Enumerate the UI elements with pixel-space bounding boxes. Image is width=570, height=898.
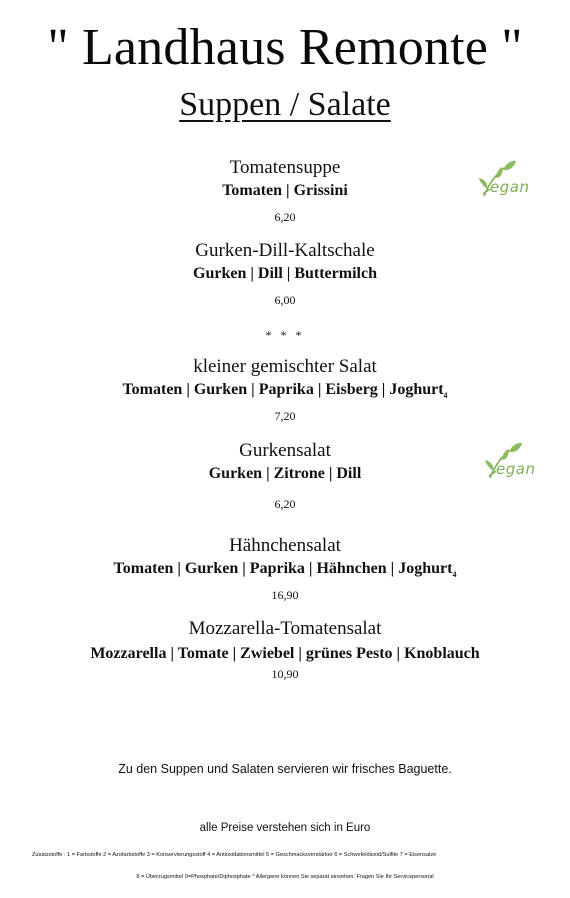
allergen-footnote: 4 [443, 391, 448, 401]
menu-item-gurken-dill-kaltschale [0, 240, 570, 308]
menu-item-ingredients: Mozzarella | Tomate | Zwiebel | grünes Pesto | Knoblauch [90, 645, 480, 662]
vegan-badge [474, 158, 534, 202]
menu-item-ingredients: Tomaten | Gurken | Paprika | Eisberg | Joghurt [122, 381, 444, 398]
menu-item-name: Tomatensuppe [229, 157, 341, 178]
allergen-footnote: 4 [452, 570, 457, 580]
menu-item-haehnchensalat [0, 535, 570, 603]
menu-section-title [0, 84, 570, 126]
vegan-label: egan [496, 460, 536, 478]
menu-item-price: 16,90 [271, 588, 299, 603]
menu-item-name: Gurken-Dill-Kaltschale [195, 240, 375, 261]
vegan-label: egan [490, 178, 530, 196]
menu-section-title-text: Suppen / Salate [179, 86, 391, 123]
menu-item-ingredients: Tomaten | Grissini [222, 182, 348, 199]
separator-stars: * * * [265, 328, 305, 342]
currency-note: alle Preise verstehen sich in Euro [199, 822, 371, 834]
additives-legend-line1: Zusatzstoffe : 1 = Farbstoffe 2 = Azofarbstoffe 3 = Konservierungsstoff 4 = Antioxidationsmittel 5 = Geschmacksverstärker 6 = Schwefeldioxid/Sulfite 7 = Eisensalze [32, 852, 437, 858]
menu-item-ingredients-line [0, 559, 570, 585]
vegan-badge [480, 440, 540, 484]
menu-item-price: 6,20 [274, 497, 296, 511]
menu-item-price: 6,00 [274, 293, 296, 307]
menu-item-ingredients: Gurken | Dill | Buttermilch [193, 265, 377, 282]
baguette-note: Zu den Suppen und Salaten servieren wir frisches Baguette. [118, 762, 452, 776]
menu-item-kleiner-gemischter-salat [0, 356, 570, 424]
additives-legend-line2: 8 = Überzugsmittel 9=Phosphate/Diphosphate * Allergene können Sie separat einsehen. Fragen Sie Ihr Servicepersonal [136, 874, 434, 880]
menu-item-price: 7,20 [274, 409, 296, 424]
menu-item-price: 10,90 [271, 667, 299, 681]
menu-item-ingredients: Gurken | Zitrone | Dill [208, 465, 362, 482]
menu-item-name: kleiner gemischter Salat [193, 356, 377, 377]
restaurant-title: " Landhaus Remonte " [47, 19, 523, 76]
menu-item-price: 6,20 [274, 210, 296, 224]
menu-item-ingredients: Tomaten | Gurken | Paprika | Hähnchen | Joghurt [113, 560, 453, 577]
menu-item-ingredients-line [0, 380, 570, 406]
menu-item-name: Mozzarella-Tomatensalat [188, 618, 382, 639]
menu-item-mozzarella-tomatensalat [0, 618, 570, 682]
menu-item-name: Gurkensalat [239, 440, 331, 461]
menu-item-name: Hähnchensalat [229, 535, 341, 556]
